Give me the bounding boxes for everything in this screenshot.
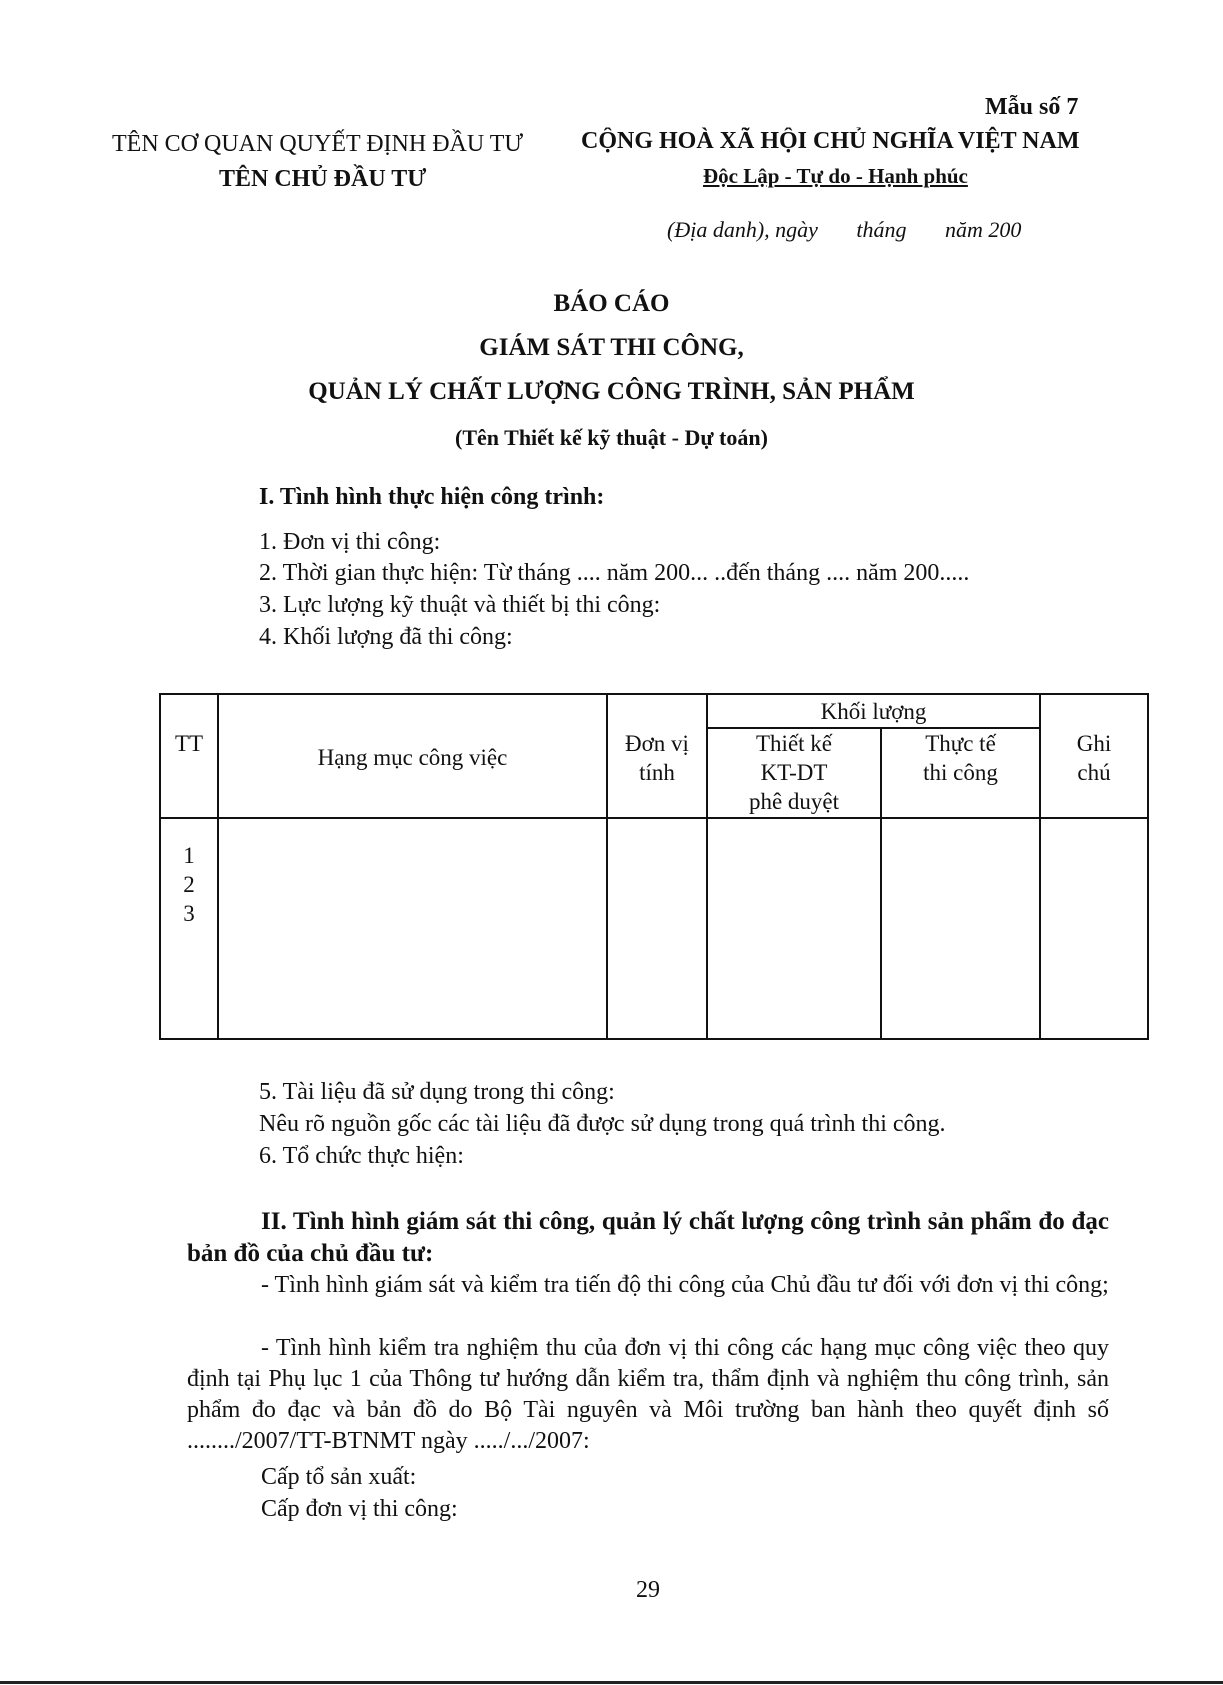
page-number: 29 — [636, 1577, 660, 1603]
agency-name: TÊN CƠ QUAN QUYẾT ĐỊNH ĐẦU TƯ — [112, 131, 524, 157]
section-2-heading: II. Tình hình giám sát thi công, quản lý chất lượng công trình sản phẩm đo đạc bản đồ của chủ đầu tư: — [187, 1208, 1109, 1267]
table-cell-unit — [607, 818, 707, 1039]
col-tt-header: TT — [160, 694, 218, 818]
section-2-para-1: - Tình hình giám sát và kiểm tra tiến độ thi công của Chủ đầu tư đối với đơn vị thi công; — [261, 1272, 1109, 1298]
report-title: BÁO CÁO — [553, 290, 670, 317]
motto: Độc Lập - Tự do - Hạnh phúc — [703, 164, 968, 188]
bottom-rule — [0, 1681, 1223, 1684]
col-note-header — [1040, 694, 1148, 818]
section-1-item-1: 1. Đơn vị thi công: — [259, 529, 441, 555]
col-design-header — [707, 728, 881, 818]
col-unit-line-2: tính — [639, 760, 675, 785]
section-2-line-a: Cấp tổ sản xuất: — [261, 1464, 417, 1490]
section-1-item-2: 2. Thời gian thực hiện: Từ tháng .... năm 200... ..đến tháng .... năm 200..... — [259, 560, 970, 586]
table-cell-note — [1040, 818, 1148, 1039]
table-row: 2 — [183, 872, 195, 897]
table-cell-actual — [881, 818, 1040, 1039]
item-5: 5. Tài liệu đã sử dụng trong thi công: — [259, 1079, 615, 1105]
col-actual-header — [881, 728, 1040, 818]
section-2-line-b: Cấp đơn vị thi công: — [261, 1496, 458, 1522]
date-line: (Địa danh), ngày tháng năm 200 — [667, 217, 1022, 242]
section-1-heading: I. Tình hình thực hiện công trình: — [259, 484, 605, 510]
col-unit-line-1: Đơn vị — [625, 731, 689, 756]
report-subtitle-1: GIÁM SÁT THI CÔNG, — [479, 334, 744, 361]
table-cell-task — [218, 818, 607, 1039]
col-note-line-2: chú — [1077, 760, 1111, 785]
col-actual-line-2: thi công — [923, 760, 998, 785]
col-actual-line-1: Thực tế — [925, 731, 996, 756]
col-note-line-1: Ghi — [1076, 731, 1112, 756]
form-number: Mẫu số 7 — [985, 94, 1079, 120]
item-5-description: Nêu rõ nguồn gốc các tài liệu đã được sử dụng trong quá trình thi công. — [259, 1111, 946, 1137]
col-design-line-2: KT-DT — [760, 760, 828, 785]
section-2-para-2: - Tình hình kiểm tra nghiệm thu của đơn vị thi công các hạng mục công việc theo quy định tại Phụ lục 1 của Thông tư hướng dẫn kiểm tra, thẩm định và nghiệm thu công trình, sản phẩm đo đạc và bản đồ do Bộ Tài nguyên và Môi trường ban hành theo quyết định số ......../2007/TT-BTNMT ngày ...../.../2007: — [187, 1335, 1109, 1454]
investor-name: TÊN CHỦ ĐẦU TƯ — [219, 166, 427, 192]
section-1-item-3: 3. Lực lượng kỹ thuật và thiết bị thi công: — [259, 592, 661, 618]
volume-table — [159, 693, 1149, 1040]
table-row-numbers — [160, 818, 218, 1039]
country-name: CỘNG HOÀ XÃ HỘI CHỦ NGHĨA VIỆT NAM — [581, 128, 1080, 154]
report-subtitle-3: (Tên Thiết kế kỹ thuật - Dự toán) — [455, 425, 768, 450]
table-cell-design — [707, 818, 881, 1039]
report-subtitle-2: QUẢN LÝ CHẤT LƯỢNG CÔNG TRÌNH, SẢN PHẨM — [308, 378, 915, 405]
col-design-line-3: phê duyệt — [748, 789, 840, 814]
section-1-item-4: 4. Khối lượng đã thi công: — [259, 624, 513, 650]
table-row: 1 — [183, 843, 195, 868]
col-design-line-1: Thiết kế — [756, 731, 832, 756]
col-unit-header — [607, 694, 707, 818]
item-6: 6. Tổ chức thực hiện: — [259, 1143, 464, 1169]
col-task-header: Hạng mục công việc — [218, 694, 607, 818]
col-volume-header: Khối lượng — [707, 694, 1040, 728]
table-row: 3 — [183, 901, 195, 926]
